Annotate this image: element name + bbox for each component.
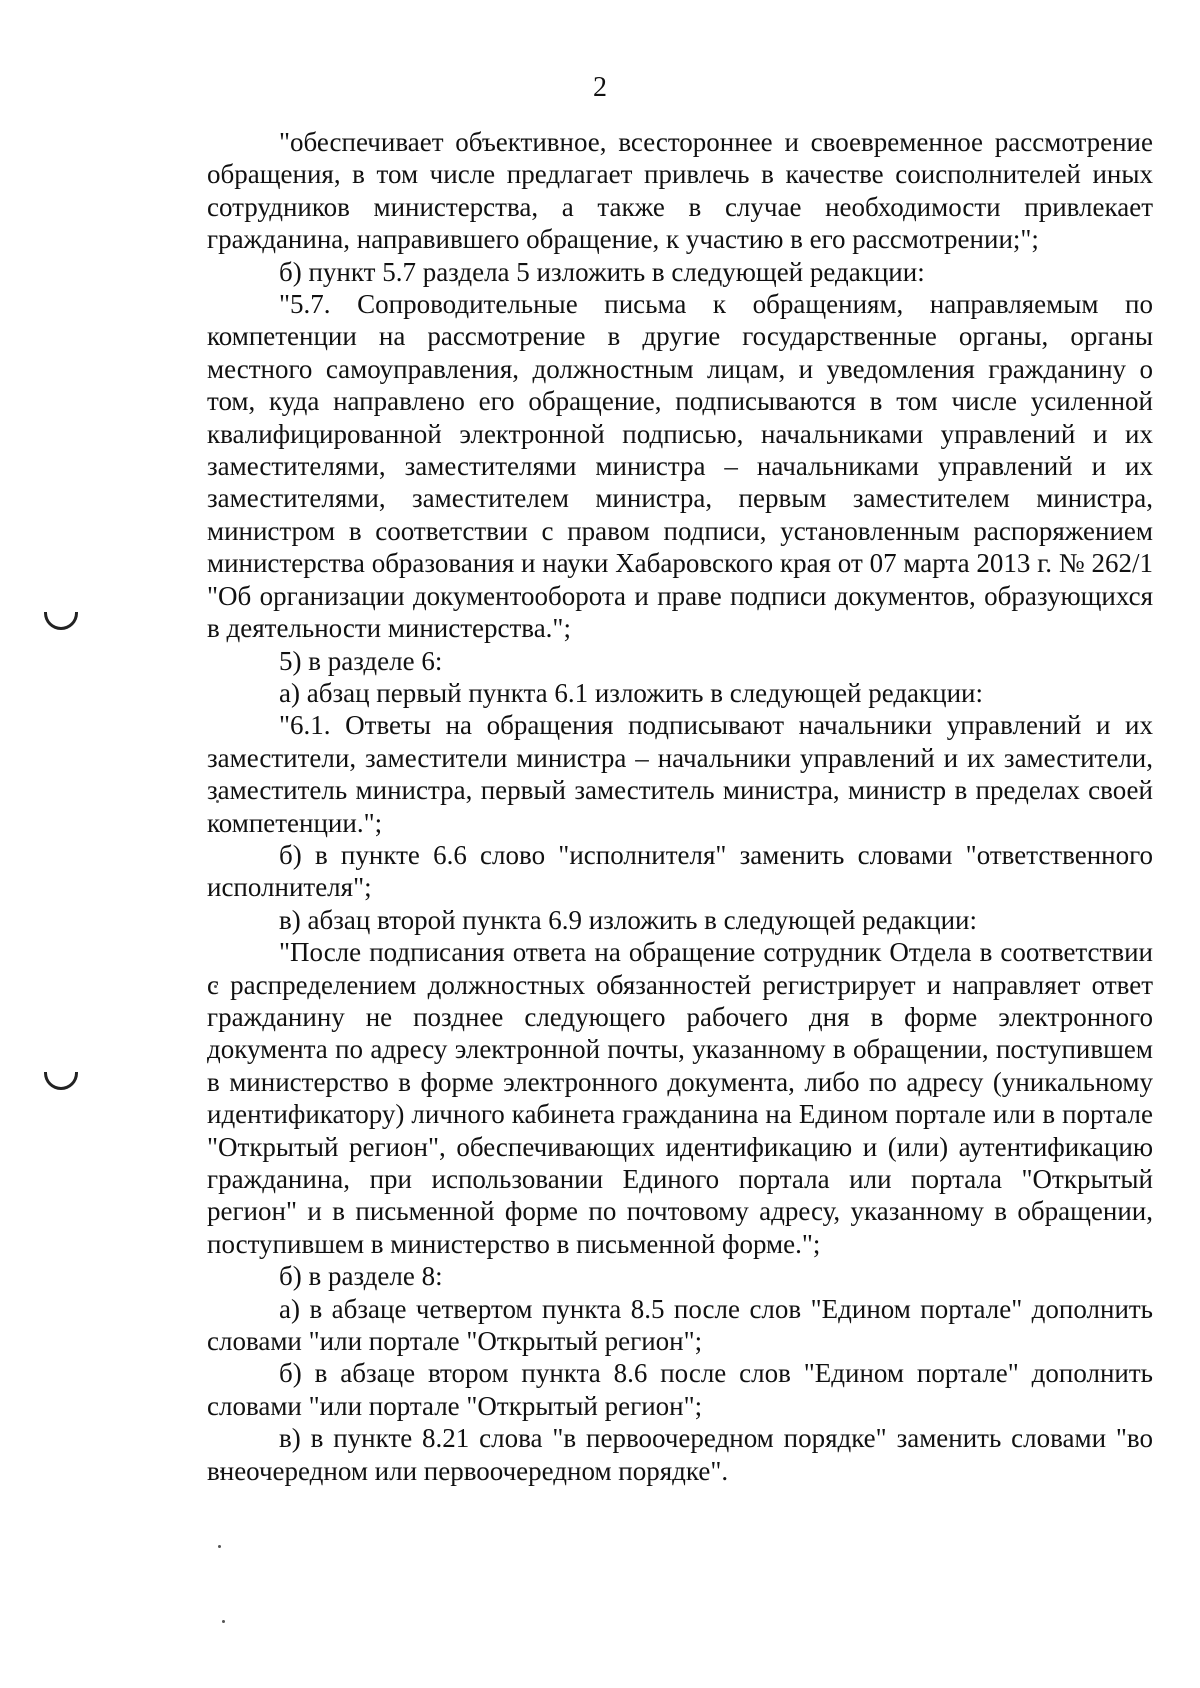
paragraph: б) в разделе 8: [279,1261,443,1292]
page-number: 2 [593,72,607,103]
paragraph: 5) в разделе 6: [279,645,443,676]
paragraph: в) абзац второй пункта 6.9 изложить в следующей редакции: [279,904,977,935]
scan-speck [222,1620,225,1623]
paragraph: б) в абзаце втором пункта 8.6 после слов "Едином портале" дополнить словами "или портале "Открытый регион"; [207,1358,1153,1421]
paragraph: "После подписания ответа на обращение сотрудник Отдела в соответствии с распределением должностных обязанностей регистрирует и направляет ответ гражданину не позднее следующего рабочего дня в форме электронного документа по адресу электронной почты, указанному в обращении, поступившем в министерство в форме электронного документа, либо по адресу (уникальному идентификатору) личного кабинета гражданина на Едином портале или в портале "Открытый регион", обеспечивающих идентификацию и (или) аутентификацию гражданина, при использовании Единого портала или портала "Открытый регион" и в письменной форме по почтовому адресу, указанному в обращении, поступившем в министерство в письменной форме."; [207,937,1153,1259]
paragraph: б) пункт 5.7 раздела 5 изложить в следующей редакции: [279,256,925,287]
binder-hole-mark [44,612,78,630]
paragraph: а) абзац первый пункта 6.1 изложить в следующей редакции: [279,677,984,708]
paragraph: "5.7. Сопроводительные письма к обращениям, направляемым по компетенции на рассмотрение в другие государственные органы, органы местного самоуправления, должностным лицам, и уведомления гражданину о том, куда направлено его обращение, подписываются в том числе усиленной квалифицированной электронной подписью, начальниками управлений и их заместителями, заместителями министра – начальниками управлений и их заместителями, заместителем министра, первым заместителем министра, министром в соответствии с правом подписи, установленным распоряжением министерства образования и науки Хабаровского края от 07 марта 2013 г. № 262/1 "Об организации документооборота и праве подписи документов, образующихся в деятельности министерства."; [207,289,1153,644]
scan-speck [218,1545,221,1548]
paragraph: "обеспечивает объективное, всестороннее и своевременное рассмотрение обращения, в том числе предлагает привлечь в качестве соисполнителей иных сотрудников министерства, а также в случае необходимости привлекает гражданина, направившего обращение, к участию в его рассмотрении;"; [207,127,1153,255]
paragraph: в) в пункте 8.21 слова "в первоочередном порядке" заменить словами "во внеочередном или первоочередном порядке". [207,1423,1153,1486]
paragraph: а) в абзаце четвертом пункта 8.5 после слов "Едином портале" дополнить словами "или портале "Открытый регион"; [207,1293,1153,1357]
document-body [207,126,1153,1487]
binder-hole-mark [44,1072,78,1090]
paragraph: "6.1. Ответы на обращения подписывают начальники управлений и их заместители, заместители министра – начальники управлений и их заместители, заместитель министра, первый заместитель министра, министр в пределах своей компетенции."; [207,710,1153,838]
paragraph: б) в пункте 6.6 слово "исполнителя" заменить словами "ответственного исполнителя"; [207,839,1153,903]
